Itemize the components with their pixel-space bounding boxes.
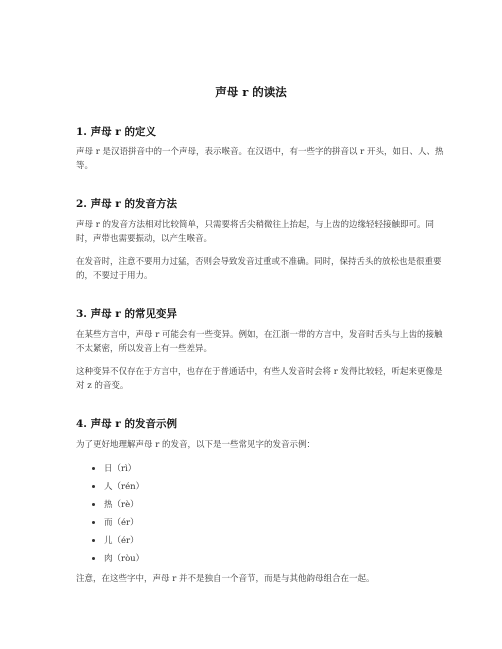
section-heading-variants: 3. 声母 r 的常见变异 [76,308,177,320]
section-heading-method: 2. 声母 r 的发音方法 [76,198,177,210]
section-paragraph: 这种变异不仅存在于方言中，也存在于普通话中，有些人发音时会将 r 发得比较轻，听起来更像是对 z 的音变。 [76,367,443,391]
document-title: 声母 r 的读法 [215,85,287,99]
example-text: 日（rì） [104,464,137,474]
bullet-icon [92,539,95,542]
section-paragraph: 声母 r 是汉语拼音中的一个声母，表示喉音。在汉语中，有一些字的拼音以 r 开头，如日、人、热等。 [76,147,444,171]
section-heading-examples: 4. 声母 r 的发音示例 [76,418,177,430]
bullet-icon [92,485,95,488]
bullet-icon [92,557,95,560]
example-text: 儿（ér） [104,536,139,546]
example-text: 人（rén） [104,482,145,492]
example-text: 热（rè） [104,500,139,510]
bullet-icon [92,503,95,506]
section-paragraph: 声母 r 的发音方法相对比较简单，只需要将舌尖稍微往上抬起，与上齿的边缘轻轻接触即可。同时，声带也需要振动，以产生喉音。 [76,220,434,244]
bullet-icon [92,521,95,524]
section-closing-paragraph: 注意，在这些字中，声母 r 并不是独自一个音节，而是与其他韵母组合在一起。 [76,574,375,584]
example-text: 肉（ròu） [104,554,145,564]
section-paragraph: 为了更好地理解声母 r 的发音，以下是一些常见字的发音示例： [76,440,315,450]
bullet-icon [92,467,95,470]
section-paragraph: 在某些方言中，声母 r 可能会有一些变异。例如，在江浙一带的方言中，发音时舌头与上齿的接触不太紧密，所以发音上有一些差异。 [76,330,443,354]
section-paragraph: 在发音时，注意不要用力过猛，否则会导致发音过重或不准确。同时，保持舌头的放松也是很重要的，不要过于用力。 [76,257,442,281]
section-heading-definition: 1. 声母 r 的定义 [76,126,156,138]
example-text: 而（ér） [104,518,139,528]
